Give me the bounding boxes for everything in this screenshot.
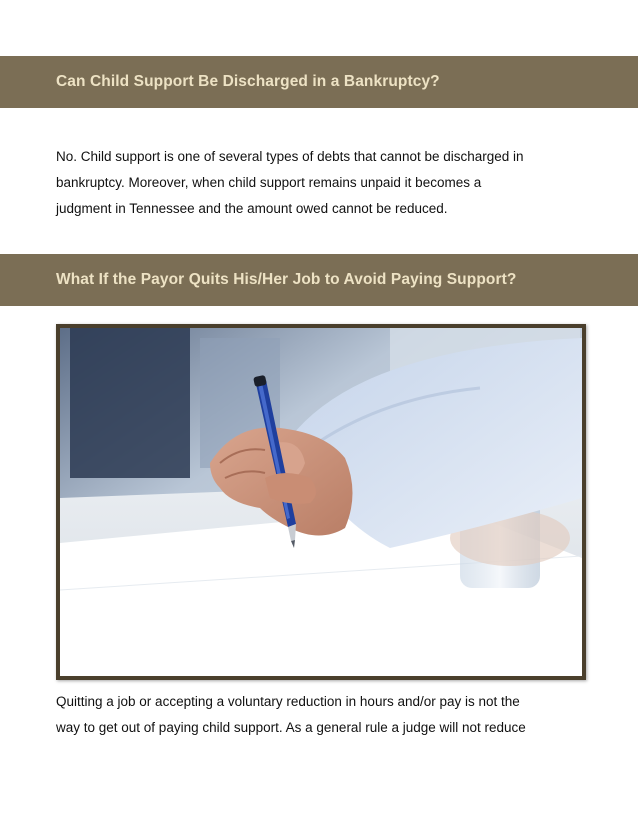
paragraph-line: Quitting a job or accepting a voluntary reduction in hours and/or pay is not the <box>56 694 520 709</box>
section-heading-banner <box>0 56 638 108</box>
body-paragraph <box>56 689 596 741</box>
section-heading: What If the Payor Quits His/Her Job to Avoid Paying Support? <box>56 271 517 288</box>
section-heading: Can Child Support Be Discharged in a Bankruptcy? <box>56 73 440 90</box>
body-paragraph <box>56 144 596 222</box>
paragraph-line: way to get out of paying child support. As a general rule a judge will not reduce <box>56 720 526 735</box>
paragraph-line: bankruptcy. Moreover, when child support remains unpaid it becomes a <box>56 175 482 190</box>
paragraph-line: No. Child support is one of several types of debts that cannot be discharged in <box>56 149 524 164</box>
section-heading-banner <box>0 254 638 306</box>
paragraph-line: judgment in Tennessee and the amount owed cannot be reduced. <box>56 201 448 216</box>
signing-document-photo <box>56 324 586 680</box>
